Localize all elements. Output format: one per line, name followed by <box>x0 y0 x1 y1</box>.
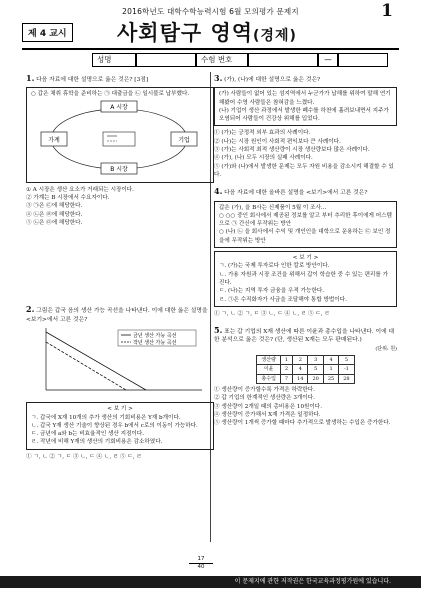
table-cell: 2 <box>293 356 308 365</box>
table-cell: 5 <box>308 365 323 374</box>
q5-unit: (단위: 원) <box>375 345 397 352</box>
q1-market-b: B 시장 <box>110 165 128 173</box>
q2-legend-2: 작년 생산 가능 곡선 <box>133 339 177 346</box>
q1-option-4[interactable]: ④ ㉡은 ㉣에 해당한다. <box>26 211 83 218</box>
q4-item-1: ○ ○○ 중인 회사에서 제공된 정보를 알고 부터 추리한 후이에게 어스템으로 ㉠ 간신에 무작위는 방안 <box>219 212 392 228</box>
q3-option-3[interactable]: ③ (가)는 사회적 최적 생산량이 시장 생산량보다 많은 사례이다. <box>214 147 370 154</box>
q5-option-2[interactable]: ② 갑 기업의 한계적인 생산량은 3개이다. <box>214 395 315 402</box>
question-2 <box>26 305 214 461</box>
table-cell: 7 <box>280 374 292 383</box>
table-row <box>257 365 354 374</box>
q3-box <box>214 87 397 126</box>
q1-text: 다음 자료에 대한 설명으로 옳은 것은? [3점] <box>36 77 149 83</box>
q1-market-a: A 시장 <box>110 103 128 111</box>
q4-number: 4. <box>214 186 223 197</box>
table-cell: -1 <box>339 365 354 374</box>
subject-main: 사회탐구 영역 <box>117 21 254 45</box>
page-fraction-bottom: 40 <box>197 564 205 570</box>
q3-option-2[interactable]: ② (나)는 시장 원인이 사회적 편익보다 큰 사례이다. <box>214 138 341 145</box>
name-field[interactable] <box>136 53 196 67</box>
table-cell: 3 <box>308 356 323 365</box>
q3-number: 3. <box>214 73 223 83</box>
q1-option-1[interactable]: ① A 시장은 생산 요소가 거래되는 시장이다. <box>26 186 134 193</box>
table-row <box>257 356 354 365</box>
id-label: 수험 번호 <box>196 53 248 67</box>
info-row <box>92 53 388 66</box>
table-cell: 1 <box>323 365 338 374</box>
page-fraction <box>189 556 213 570</box>
q1-number: 1. <box>26 73 35 83</box>
left-column <box>26 74 214 461</box>
q4-bogi-2: ㄴ. 가용 자원과 시장 조건을 위해서 갑이 학습한 중 수 있는 편리를 가진다. <box>219 271 389 286</box>
q1-flow-diagram <box>31 99 207 177</box>
table-cell: 4 <box>323 356 338 365</box>
q2-ppf-graph <box>26 324 206 396</box>
name-label: 성명 <box>92 53 136 67</box>
q4-box <box>214 201 397 248</box>
table-cell: 이윤 <box>257 365 281 374</box>
id-field-2[interactable] <box>338 53 388 67</box>
session-label: 제 4 교시 <box>22 23 73 42</box>
table-cell: 생산량 <box>257 356 281 365</box>
subject-sub: (경제) <box>253 28 297 44</box>
q4-box-text: 갑은 (가), 을 B사는 신제품이 5월 이 조사... <box>219 204 327 211</box>
title-rule <box>22 48 399 50</box>
q4-bogi-box <box>214 251 397 307</box>
id-dash: — <box>318 53 338 67</box>
q4-bogi-4: ㄹ. ㉠은 수직화자가 사금을 조달해야 통합 방법이다. <box>219 296 347 303</box>
q3-box-b: (나) 기업이 생산 과정에서 발생한 폐수를 하천에 흘려보내면서 지주가 오염되어 사람들이 건강상 위해를 입었다. <box>219 107 389 123</box>
q2-number: 2. <box>26 304 35 315</box>
title-row <box>22 17 399 47</box>
q1-option-5[interactable]: ⑤ ㉡은 ㉤에 해당한다. <box>26 220 83 227</box>
q5-option-1[interactable]: ① 생산량이 증가할수록 가격은 하락한다. <box>214 386 315 393</box>
exam-title: 2016학년도 대학수학능력시험 6월 모의평가 문제지 <box>122 7 299 16</box>
table-row <box>257 374 354 383</box>
q2-bogi-1: ㄱ. 갑국에 X재 10개의 추가 생산의 기회비용은 Y재 b개이다. <box>31 414 181 421</box>
id-field-1[interactable] <box>248 53 318 67</box>
q2-bogi-4: ㄹ. 작년에 비해 Y재의 생산의 기회비용은 감소하였다. <box>31 439 163 446</box>
q3-option-5[interactable]: ⑤ (가)와 (나)에서 발생한 문제는 모두 자원 비용을 감소시켜 해결할 수 있다. <box>214 163 394 178</box>
table-cell: 28 <box>339 374 354 383</box>
page-number: 1 <box>381 1 393 21</box>
q4-bogi-label: < 보 기 > <box>292 255 319 262</box>
q2-bogi-2: ㄴ. 갑국 Y재 생산 기술이 향상된 경우 b에서 c로의 이동이 가능하다. <box>31 422 198 429</box>
q4-bogi-1: ㄱ. (가)는 국제 투자로다 인한 칼로 방안이다. <box>219 263 330 270</box>
table-cell: 25 <box>323 374 338 383</box>
q2-text: 그림은 갑국 음의 생산 가능 곡선을 나타낸다. 이에 대한 옳은 설명을 <보기>에서 고른 것은? <box>26 308 208 323</box>
question-5 <box>214 326 397 427</box>
q1-household: 가계 <box>48 136 60 144</box>
q3-option-1[interactable]: ① (가)는 긍정적 외부 효과의 사례이다. <box>214 130 311 137</box>
q3-option-4[interactable]: ④ (가), (나) 모두 시장의 실패 사례이다. <box>214 155 313 162</box>
question-1 <box>26 74 214 227</box>
q5-text: 표는 갑 기업의 X재 생산에 따른 이윤과 총수입을 나타낸다. 이에 대한 분석으로 옳은 것은? (단, 생산된 X재는 모두 판매된다.) <box>214 329 395 344</box>
q1-box <box>26 87 214 183</box>
right-column <box>214 74 397 427</box>
page-fraction-top: 17 <box>197 556 205 562</box>
q5-option-4[interactable]: ④ 생산량이 증가해서 X재 가격은 일정하다. <box>214 411 321 418</box>
table-cell: 1 <box>280 356 292 365</box>
table-cell: 14 <box>293 374 308 383</box>
q3-box-a: (가) 사람들이 없어 있는 섬지역에서 누군가가 납해를 위하여 말해 연기 해봤어 수영 사람들은 참혀감을 느꼈다. <box>219 91 391 106</box>
q5-number: 5. <box>214 325 223 336</box>
q1-box-text: ○ 갑은 채취 휴학을 준비하는 ㉠ 대출금을 ㉡ 일시불로 납부했다. <box>31 91 190 98</box>
q1-firm: 기업 <box>178 136 190 144</box>
q1-option-2[interactable]: ② 가계는 B 시장에서 수요자이다. <box>26 195 110 202</box>
q2-legend-1: 금년 생산 가능 곡선 <box>133 332 177 339</box>
table-cell: 20 <box>308 374 323 383</box>
q5-option-3[interactable]: ③ 생산량이 2개일 때의 총비용은 10원이다. <box>214 403 322 410</box>
q4-bogi-3: ㄷ. (나)는 지역 투자 금융을 우적 가능한다. <box>219 288 325 295</box>
table-cell: 5 <box>339 356 354 365</box>
q2-options[interactable]: ① ㄱ, ㄴ ② ㄱ, ㄷ ③ ㄴ, ㄷ ④ ㄴ, ㄹ ⑤ ㄷ, ㄹ <box>26 453 142 460</box>
q2-bogi-box <box>26 402 214 449</box>
q5-option-5[interactable]: ⑤ 생산량이 1개씩 증가할 때마다 추가적으로 발생하는 수입은 증가한다. <box>214 420 391 427</box>
q4-text: 다음 자료에 대한 올바른 설명을 <보기>에서 고른 것은? <box>224 190 368 197</box>
question-4 <box>214 187 397 318</box>
q1-option-3[interactable]: ③ ㉠은 ㉢에 해당한다. <box>26 203 83 210</box>
q4-item-2: ○ (나) ㉡ 을 회사에서 수익 및 개인인을 대학으로 운용하는 ㉢ 보인 정을에 무작위는 방안 <box>219 229 391 244</box>
table-cell: 4 <box>293 365 308 374</box>
q2-bogi-label: < 보 기 > <box>107 406 133 413</box>
q2-bogi-3: ㄷ. 금년에 a와 b는 비효율적인 생산 지점이다. <box>31 431 145 438</box>
table-cell: 2 <box>280 365 292 374</box>
question-3 <box>214 74 397 179</box>
q5-table <box>256 355 354 384</box>
subject-title <box>117 17 297 47</box>
q3-text: (가), (나)에 대한 설명으로 옳은 것은? <box>224 77 321 83</box>
table-cell: 총수입 <box>257 374 281 383</box>
q4-options[interactable]: ① ㄱ, ㄴ ② ㄱ, ㄷ ③ ㄴ, ㄷ ④ ㄴ, ㄹ ⑤ ㄷ, ㄹ <box>214 310 330 317</box>
copyright-band <box>0 576 421 588</box>
copyright-text: 이 문제지에 관한 저작권은 한국교육과정평가원에 있습니다. <box>234 578 391 585</box>
